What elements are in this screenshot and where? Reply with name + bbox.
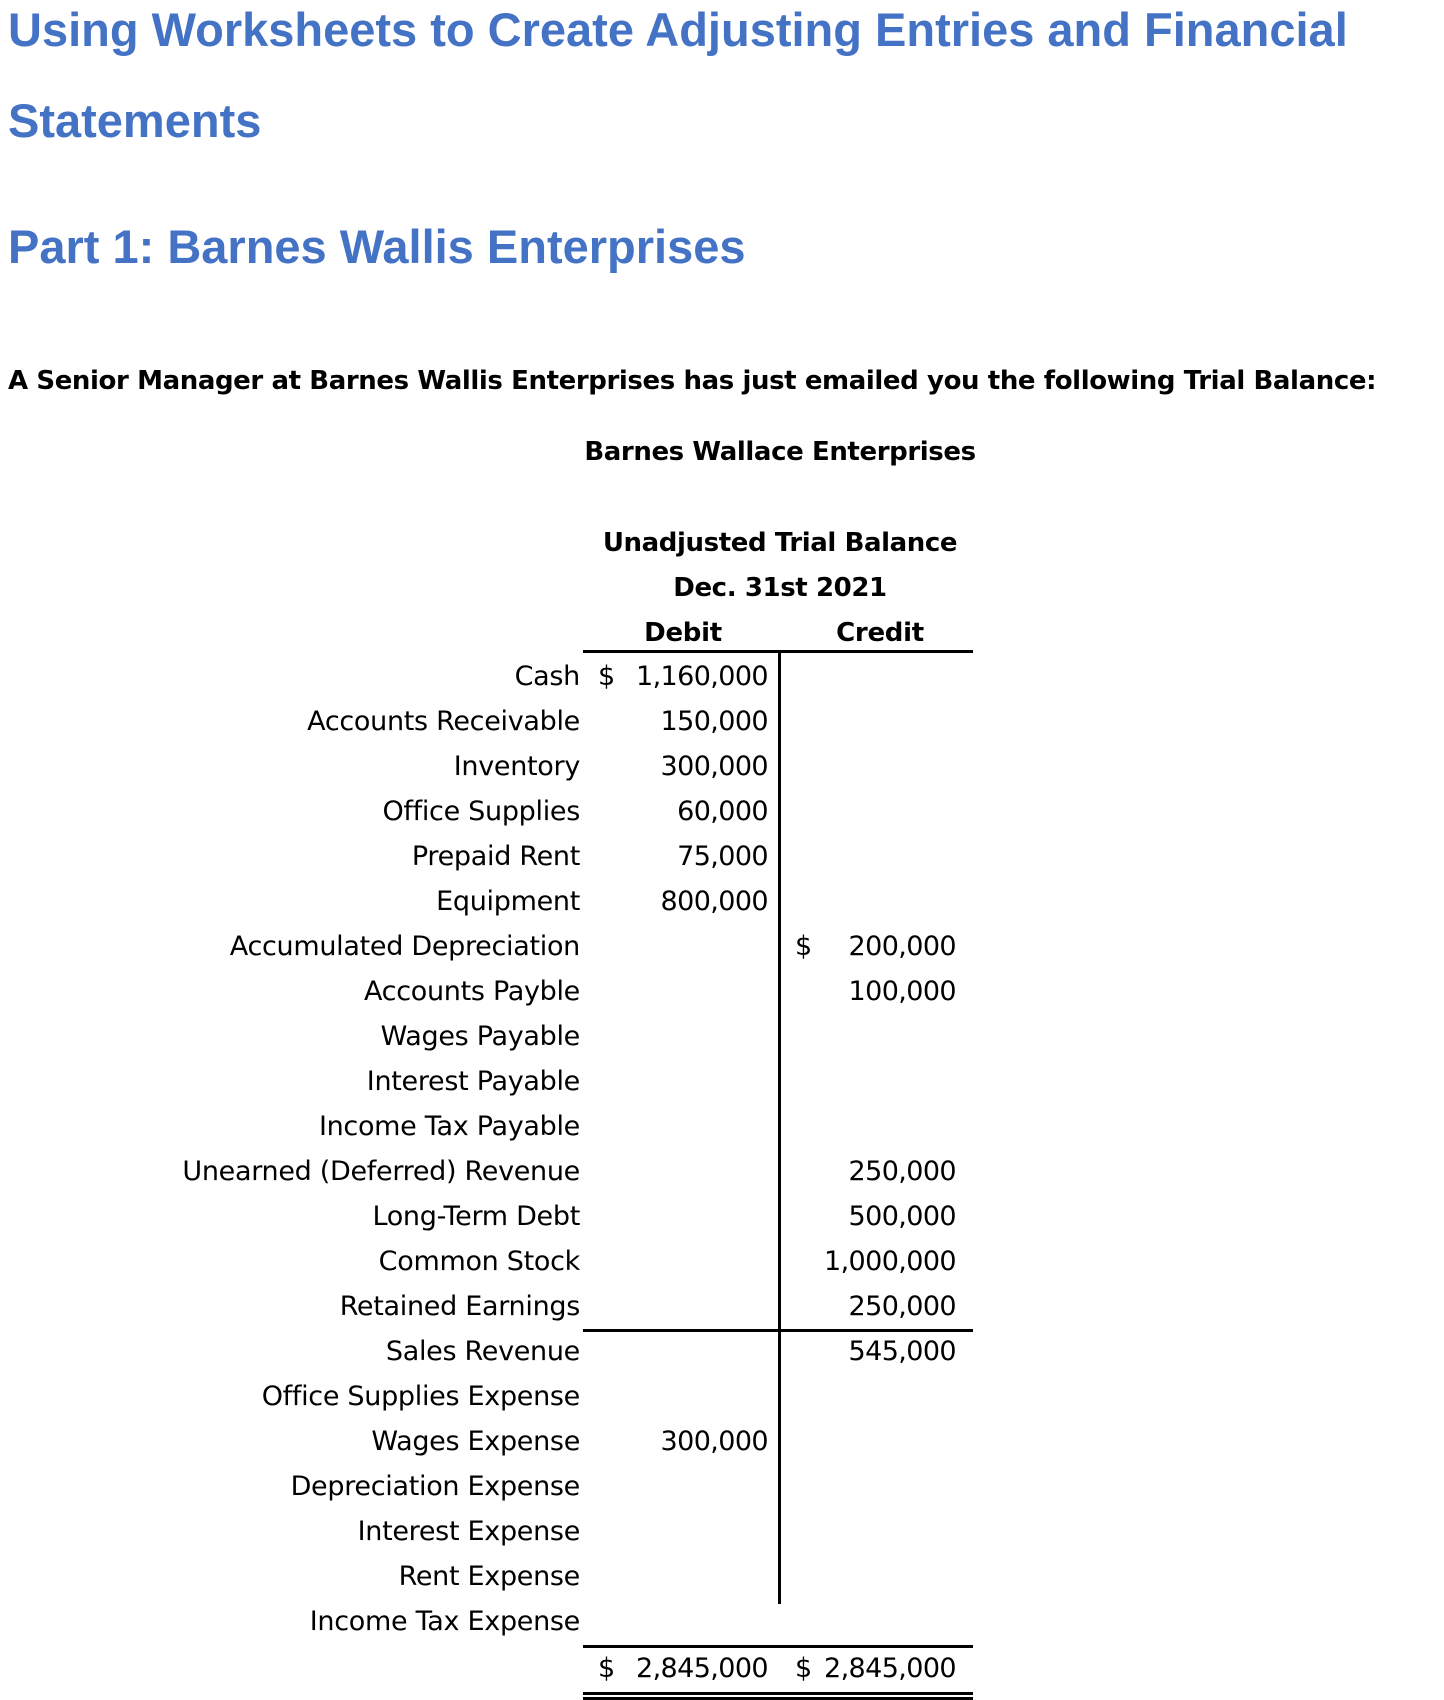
account-name: Cash bbox=[514, 661, 580, 692]
account-name: Depreciation Expense bbox=[290, 1471, 580, 1502]
credit-amount: 500,000 bbox=[848, 1201, 956, 1232]
table-row bbox=[0, 1060, 1000, 1105]
table-row bbox=[0, 700, 1000, 745]
table-row bbox=[0, 1375, 1000, 1420]
totals-double-rule-upper bbox=[583, 1692, 973, 1695]
trial-balance-title: Unadjusted Trial Balance bbox=[602, 528, 958, 558]
account-name: Income Tax Expense bbox=[309, 1606, 580, 1637]
credit-amount: 250,000 bbox=[848, 1156, 956, 1187]
account-name: Income Tax Payable bbox=[318, 1111, 580, 1142]
account-name: Wages Payable bbox=[380, 1021, 580, 1052]
account-name: Common Stock bbox=[378, 1246, 580, 1277]
credit-amount: 200,000 bbox=[848, 931, 956, 962]
document-title-line-2: Statements bbox=[8, 94, 262, 147]
credit-amount: 1,000,000 bbox=[823, 1246, 956, 1277]
totals-row bbox=[0, 1647, 1000, 1692]
debit-amount: 300,000 bbox=[660, 1426, 768, 1457]
debit-amount: 800,000 bbox=[660, 886, 768, 917]
account-name: Retained Earnings bbox=[339, 1291, 580, 1322]
account-name: Office Supplies bbox=[382, 796, 580, 827]
account-name: Long-Term Debt bbox=[372, 1201, 580, 1232]
debit-amount: 300,000 bbox=[660, 751, 768, 782]
account-name: Accounts Payble bbox=[363, 976, 580, 1007]
debit-column-header: Debit bbox=[644, 618, 722, 648]
credit-amount: 250,000 bbox=[848, 1291, 956, 1322]
table-row bbox=[0, 1465, 1000, 1510]
debit-total-currency-symbol: $ bbox=[598, 1653, 616, 1684]
debit-amount: 60,000 bbox=[677, 796, 768, 827]
trial-balance-date: Dec. 31st 2021 bbox=[673, 573, 887, 603]
table-row bbox=[0, 1330, 1000, 1375]
table-row bbox=[0, 880, 1000, 925]
debit-total: 2,845,000 bbox=[635, 1653, 768, 1684]
table-row bbox=[0, 970, 1000, 1015]
account-name: Office Supplies Expense bbox=[261, 1381, 580, 1412]
credit-amount: 545,000 bbox=[848, 1336, 956, 1367]
table-row bbox=[0, 925, 1000, 970]
debit-currency-symbol: $ bbox=[598, 661, 616, 692]
table-row bbox=[0, 655, 1000, 700]
account-name: Accounts Receivable bbox=[307, 706, 580, 737]
account-name: Wages Expense bbox=[371, 1426, 580, 1457]
document-title-line-1: Using Worksheets to Create Adjusting Entries and Financial bbox=[8, 3, 1348, 56]
account-name: Equipment bbox=[436, 886, 580, 917]
part-heading: Part 1: Barnes Wallis Enterprises bbox=[8, 220, 746, 273]
account-name: Inventory bbox=[453, 751, 580, 782]
table-row bbox=[0, 1510, 1000, 1555]
table-row bbox=[0, 1150, 1000, 1195]
credit-currency-symbol: $ bbox=[795, 931, 813, 962]
table-row bbox=[0, 1195, 1000, 1240]
table-row bbox=[0, 1285, 1000, 1330]
account-name: Accumulated Depreciation bbox=[229, 931, 580, 962]
table-row bbox=[0, 1555, 1000, 1600]
table-row bbox=[0, 1015, 1000, 1060]
table-row bbox=[0, 1240, 1000, 1285]
trial-balance-company: Barnes Wallace Enterprises bbox=[584, 437, 976, 467]
account-name: Rent Expense bbox=[398, 1561, 580, 1592]
credit-total: 2,845,000 bbox=[823, 1653, 956, 1684]
table-row bbox=[0, 745, 1000, 790]
account-name: Sales Revenue bbox=[385, 1336, 580, 1367]
debit-amount: 75,000 bbox=[677, 841, 768, 872]
account-name: Interest Expense bbox=[357, 1516, 580, 1547]
account-name: Unearned (Deferred) Revenue bbox=[182, 1156, 580, 1187]
table-row bbox=[0, 835, 1000, 880]
credit-amount: 100,000 bbox=[848, 976, 956, 1007]
credit-total-currency-symbol: $ bbox=[795, 1653, 813, 1684]
table-row bbox=[0, 1420, 1000, 1465]
table-row bbox=[0, 1600, 1000, 1645]
account-name: Interest Payable bbox=[366, 1066, 580, 1097]
table-row bbox=[0, 790, 1000, 835]
table-row bbox=[0, 1105, 1000, 1150]
debit-amount: 1,160,000 bbox=[635, 661, 768, 692]
account-name: Prepaid Rent bbox=[411, 841, 580, 872]
credit-column-header: Credit bbox=[836, 618, 924, 648]
intro-text: A Senior Manager at Barnes Wallis Enterprises has just emailed you the following Trial Balance: bbox=[8, 366, 1377, 396]
debit-amount: 150,000 bbox=[660, 706, 768, 737]
